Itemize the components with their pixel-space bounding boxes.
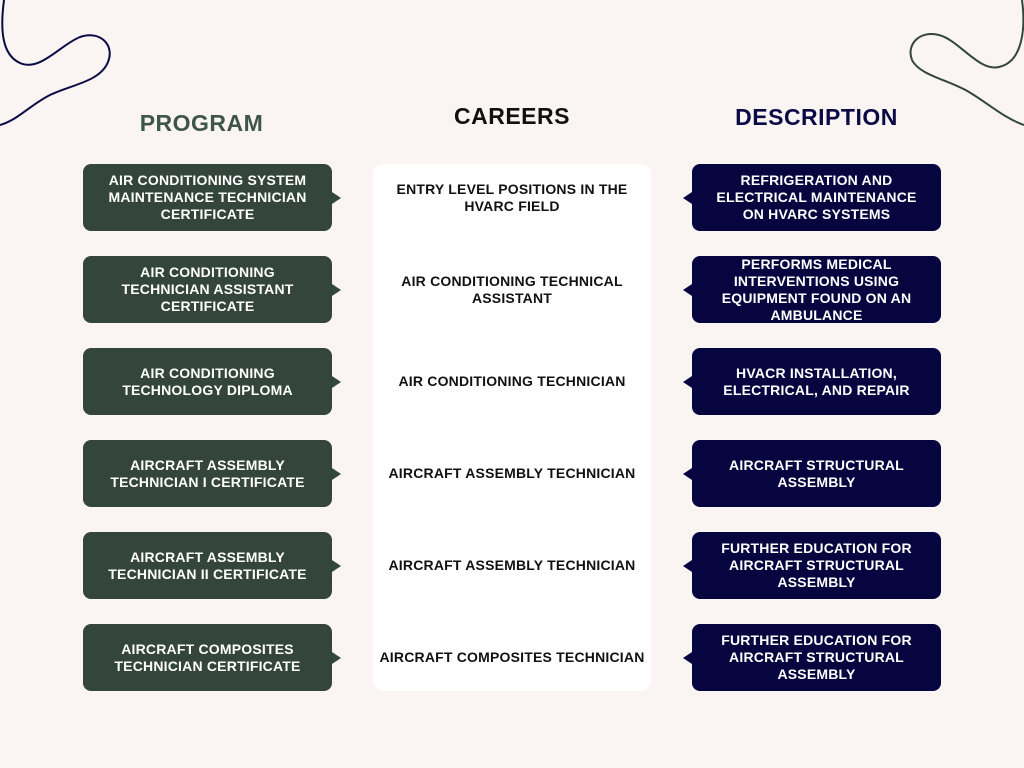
career-item: AIRCRAFT COMPOSITES TECHNICIAN — [379, 649, 645, 665]
career-item: AIR CONDITIONING TECHNICAL ASSISTANT — [401, 272, 623, 306]
program-box: AIR CONDITIONING TECHNICIAN ASSISTANT CERTIFICATE — [83, 256, 332, 323]
program-box: AIRCRAFT COMPOSITES TECHNICIAN CERTIFICATE — [83, 624, 332, 691]
career-item: AIRCRAFT ASSEMBLY TECHNICIAN — [388, 557, 636, 573]
program-column-heading: PROGRAM — [139, 110, 264, 136]
description-box: PERFORMS MEDICAL INTERVENTIONS USING EQUIPMENT FOUND ON AN AMBULANCE — [692, 256, 941, 323]
description-box: REFRIGERATION AND ELECTRICAL MAINTENANCE ON HVARC SYSTEMS — [692, 164, 941, 231]
program-box: AIR CONDITIONING SYSTEM MAINTENANCE TECHNICIAN CERTIFICATE — [83, 164, 332, 231]
career-item: AIRCRAFT ASSEMBLY TECHNICIAN — [388, 465, 636, 481]
description-box: FURTHER EDUCATION FOR AIRCRAFT STRUCTURAL ASSEMBLY — [692, 624, 941, 691]
description-box: HVACR INSTALLATION, ELECTRICAL, AND REPAIR — [692, 348, 941, 415]
description-box: FURTHER EDUCATION FOR AIRCRAFT STRUCTURAL ASSEMBLY — [692, 532, 941, 599]
description-column-heading: DESCRIPTION — [735, 104, 898, 130]
careers-panel — [373, 164, 651, 691]
career-item: ENTRY LEVEL POSITIONS IN THE HVARC FIELD — [396, 180, 628, 214]
description-box: AIRCRAFT STRUCTURAL ASSEMBLY — [692, 440, 941, 507]
career-item: AIR CONDITIONING TECHNICIAN — [398, 373, 626, 389]
program-box: AIR CONDITIONING TECHNOLOGY DIPLOMA — [83, 348, 332, 415]
careers-column-heading: CAREERS — [454, 103, 570, 129]
program-box: AIRCRAFT ASSEMBLY TECHNICIAN I CERTIFICATE — [83, 440, 332, 507]
program-box: AIRCRAFT ASSEMBLY TECHNICIAN II CERTIFICATE — [83, 532, 332, 599]
